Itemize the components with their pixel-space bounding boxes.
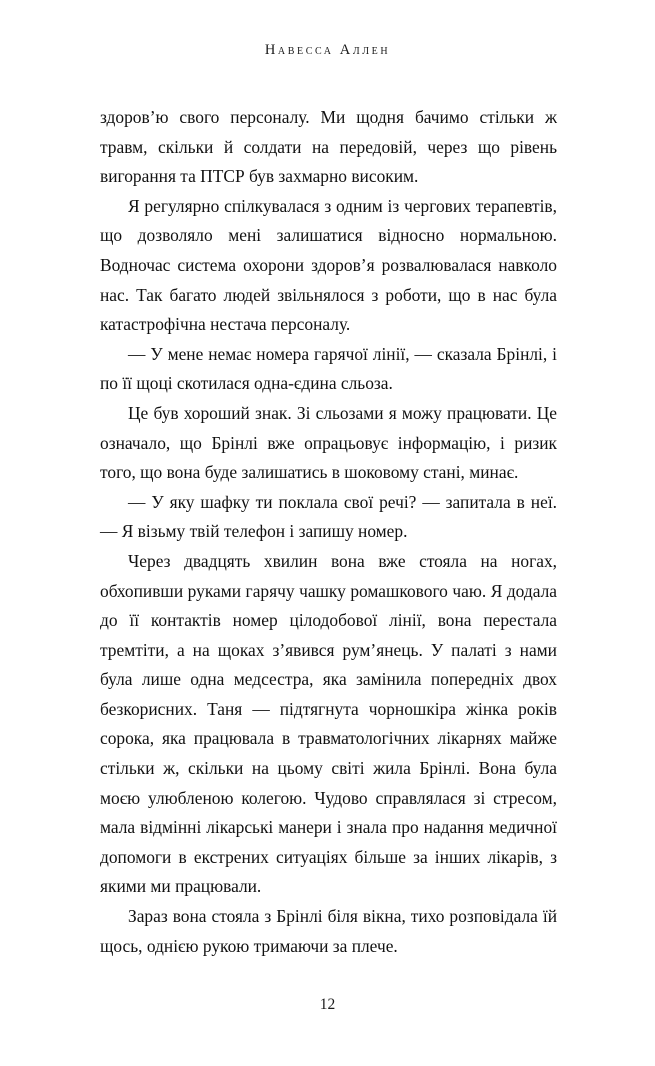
paragraph: Це був хороший знак. Зі сльозами я можу працювати. Це означало, що Брінлі вже опрацьовує інформацію, і ризик того, що вона буде залишатись в шоковому стані, минає.: [100, 402, 557, 483]
book-page: [0, 42, 655, 1066]
running-head: Навесса Аллен: [264, 42, 391, 58]
paragraph: Зараз вона стояла з Брінлі біля вікна, тихо розповідала їй щось, однією рукою тримаючи за плече.: [100, 906, 557, 956]
page-number: 12: [319, 996, 336, 1013]
paragraph: Через двадцять хвилин вона вже стояла на ногах, обхопивши руками гарячу чашку ромашкового чаю. Я додала до її контактів номер цілодобової лінії, вона перестала тремтіти, а на щоках з’явився рум’янець. У палаті з нами була лише одна медсестра, яка замінила попередніх двох безкорисних. Таня — підтягнута чорношкіра жінка років сорока, яка працювала в травматологічних лікарнях майже стільки ж, скільки на цьому світі жила Брінлі. Вона була моєю улюбленою колегою. Чудово справлялася зі стресом, мала відмінні лікарські манери і знала про надання медичної допомоги в екстрених ситуаціях більше за інших лікарів, з якими ми працювали.: [100, 550, 557, 897]
paragraph: — У мене немає номера гарячої лінії, — сказала Брінлі, і по її щоці скотилася одна-єдина сльоза.: [100, 343, 557, 394]
body-text: [0, 103, 655, 961]
paragraph: Я регулярно спілкувалася з одним із чергових терапевтів, що дозволяло мені залишатися відносно нормальною. Водночас система охорони здоров’я розвалювалася навколо нас. Так багато людей звільнялося з роботи, що в нас була катастрофічна нестача персоналу.: [100, 195, 557, 335]
paragraph: здоров’ю свого персоналу. Ми щодня бачимо стільки ж травм, скільки й солдати на передовій, через що рівень вигорання та ПТСР був захмарно високим.: [100, 107, 557, 187]
paragraph: — У яку шафку ти поклала свої речі? — запитала в неї. — Я візьму твій телефон і запишу номер.: [100, 491, 557, 542]
